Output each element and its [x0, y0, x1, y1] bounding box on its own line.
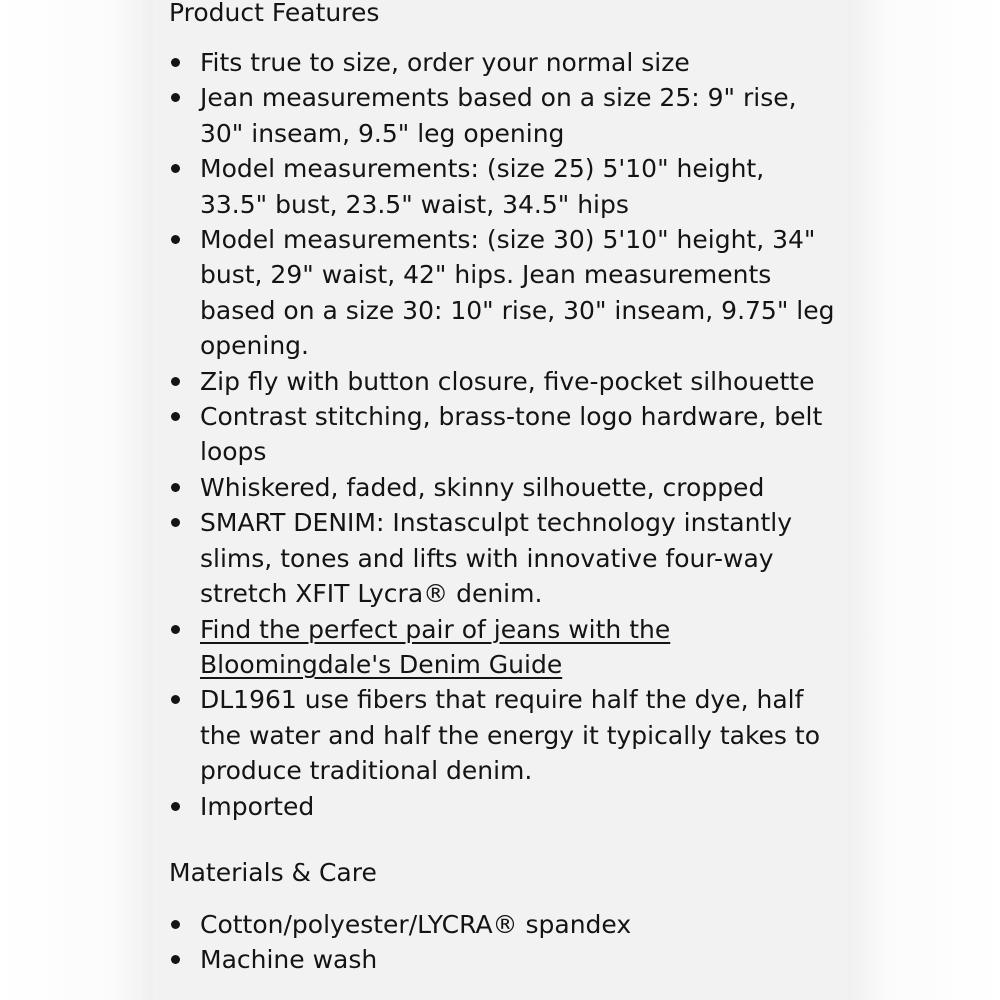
feature-item-zip-fly: Zip fly with button closure, five-pocket silhouette [169, 364, 839, 399]
feature-item-smart-denim: SMART DENIM: Instasculpt technology instantly slims, tones and lifts with innovative four-way stretch XFIT Lycra® denim. [169, 505, 839, 611]
care-item-wash: Machine wash [169, 942, 839, 977]
feature-item-model-size-25: Model measurements: (size 25) 5'10" height, 33.5" bust, 23.5" waist, 34.5" hips [169, 151, 839, 222]
feature-item-sustainability: DL1961 use fibers that require half the dye, half the water and half the energy it typically takes to produce traditional denim. [169, 682, 839, 788]
feature-item-denim-guide [169, 612, 839, 683]
product-features-heading: Product Features [169, 0, 380, 27]
materials-care-list [169, 907, 839, 978]
feature-item-imported: Imported [169, 789, 839, 824]
feature-item-model-size-30: Model measurements: (size 30) 5'10" height, 34" bust, 29" waist, 42" hips. Jean measurements based on a size 30: 10" rise, 30" inseam, 9.75" leg opening. [169, 222, 839, 364]
feature-item-skinny-silhouette: Whiskered, faded, skinny silhouette, cropped [169, 470, 839, 505]
feature-item-contrast-stitching: Contrast stitching, brass-tone logo hardware, belt loops [169, 399, 839, 470]
denim-guide-link[interactable]: Find the perfect pair of jeans with the Bloomingdale's Denim Guide [200, 614, 671, 679]
materials-care-heading: Materials & Care [169, 857, 377, 887]
feature-item-fit: Fits true to size, order your normal size [169, 45, 839, 80]
product-features-list [169, 45, 839, 824]
care-item-material: Cotton/polyester/LYCRA® spandex [169, 907, 839, 942]
feature-item-size-25-measurements: Jean measurements based on a size 25: 9" rise, 30" inseam, 9.5" leg opening [169, 80, 839, 151]
product-description [169, 0, 839, 978]
